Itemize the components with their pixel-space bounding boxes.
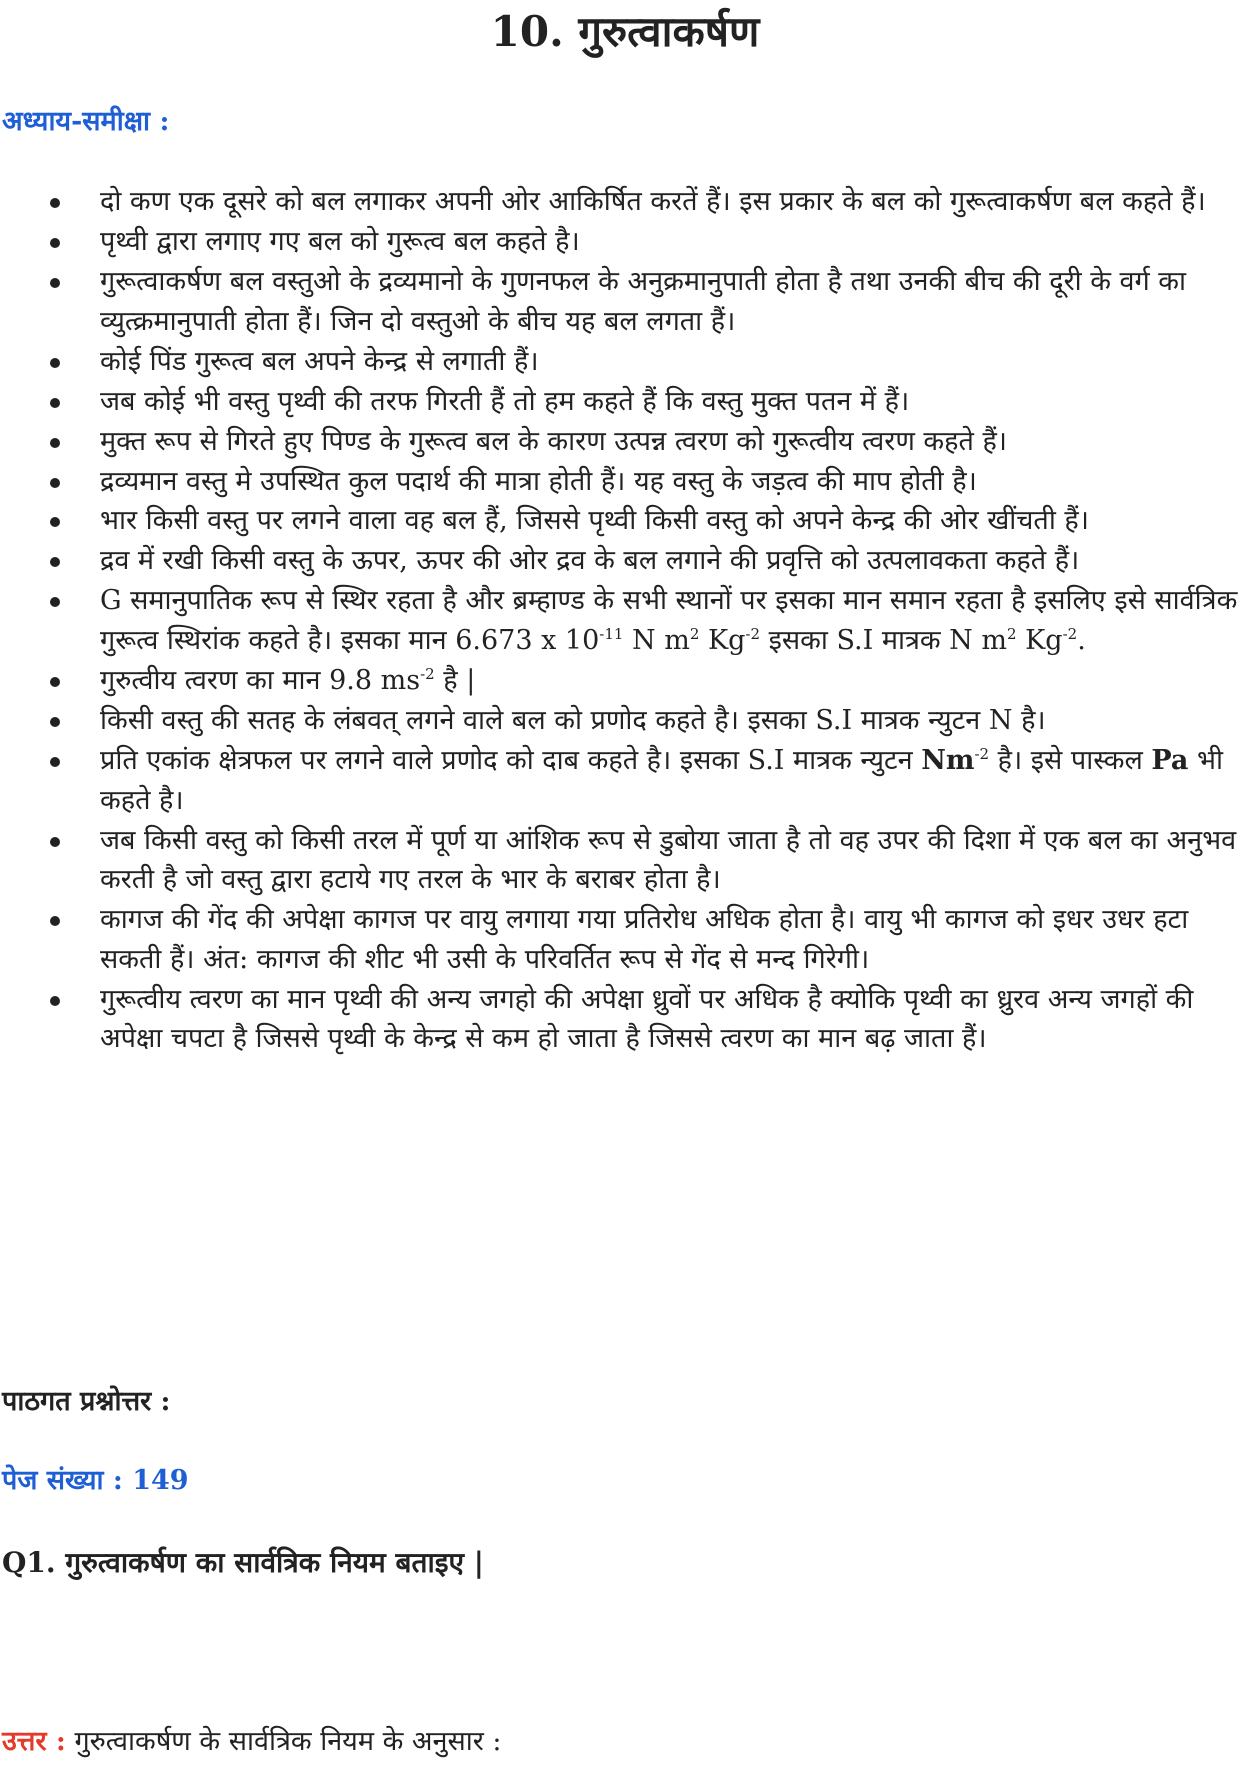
text-segment: G समानुपातिक रूप से स्थिर रहता है और ब्रम्हाण्ड के सभी स्थानों पर इसका मान समान रहता है इसलिए इसे सार्वत्रिक गुरूत्व स्थिरांक कहते है। इसका मान 6.673 x 10 bbox=[100, 585, 1238, 657]
list-item-acceleration-value bbox=[0, 661, 1250, 701]
answer-line bbox=[2, 1723, 501, 1761]
exponent: -11 bbox=[599, 625, 624, 644]
list-item bbox=[0, 182, 1250, 222]
textbook-qa-heading: पाठगत प्रश्नोत्तर : bbox=[2, 1386, 171, 1417]
bullet-icon bbox=[50, 278, 60, 288]
bullet-icon bbox=[50, 438, 60, 448]
list-item-text: दो कण एक दूसरे को बल लगाकर अपनी ओर आकिर्षित करतें हैं। इस प्रकार के बल को गुरूत्वाकर्षण बल कहते हैं। bbox=[100, 186, 1206, 217]
list-item-text: द्रव्यमान वस्तु मे उपस्थित कुल पदार्थ की मात्रा होती हैं। यह वस्तु के जड़त्व की माप होती है। bbox=[100, 465, 977, 497]
bullet-icon bbox=[50, 717, 60, 727]
text-segment: Kg bbox=[699, 625, 746, 657]
exponent: -2 bbox=[420, 665, 435, 684]
list-item-text: किसी वस्तु की सतह के लंबवत् लगने वाले बल को प्रणोद कहते है। इसका S.I मात्रक न्युटन N है। bbox=[100, 705, 1046, 737]
summary-list bbox=[0, 182, 1250, 1059]
list-item bbox=[0, 222, 1250, 262]
text-segment: प्रति एकांक क्षेत्रफल पर लगने वाले प्रणोद को दाब कहते है। इसका S.I मात्रक न्युटन bbox=[100, 745, 922, 776]
text-segment: है | bbox=[434, 665, 476, 697]
list-item-thrust bbox=[0, 701, 1250, 741]
list-item bbox=[0, 382, 1250, 422]
list-item-text: जब किसी वस्तु को किसी तरल में पूर्ण या आंशिक रूप से डुबोया जाता है तो वह उपर की दिशा में एक बल का अनुभव करती है जो वस्तु द्वारा हटाये गए तरल के भार के बराबर होता है। bbox=[100, 824, 1237, 896]
exponent: 2 bbox=[689, 625, 700, 644]
text-segment: इसका S.I मात्रक N m bbox=[760, 625, 1007, 657]
unit-symbol: Pa bbox=[1151, 745, 1189, 776]
text-segment: भी कहते है। bbox=[100, 745, 1223, 816]
exponent: 2 bbox=[1007, 625, 1017, 644]
list-item-gravitational-constant bbox=[0, 581, 1250, 660]
bullet-icon bbox=[50, 597, 60, 607]
exponent: -2 bbox=[1062, 625, 1078, 644]
bullet-icon bbox=[50, 517, 60, 527]
list-item bbox=[0, 462, 1250, 502]
text-segment: Kg bbox=[1016, 625, 1063, 657]
list-item-text: पृथ्वी द्वारा लगाए गए बल को गुरूत्व बल कहते है। bbox=[100, 225, 580, 257]
bullet-icon bbox=[50, 478, 60, 488]
bullet-icon bbox=[50, 398, 60, 408]
list-item-text: द्रव में रखी किसी वस्तु के ऊपर, ऊपर की ओर द्रव के बल लगाने की प्रवृत्ति को उत्पलावकता कहते हैं। bbox=[100, 545, 1080, 577]
bullet-icon bbox=[50, 198, 60, 208]
bullet-icon bbox=[50, 757, 60, 767]
bullet-icon bbox=[50, 916, 60, 926]
list-item bbox=[0, 422, 1250, 462]
bullet-icon bbox=[50, 557, 60, 567]
text-segment: N m bbox=[623, 625, 690, 657]
answer-label: उत्तर : bbox=[2, 1726, 66, 1757]
question-text: Q1. गुरुत्वाकर्षण का सार्वत्रिक नियम बताइए | bbox=[2, 1546, 484, 1579]
list-item bbox=[0, 541, 1250, 581]
list-item-text: जब कोई भी वस्तु पृथ्वी की तरफ गिरती हैं तो हम कहते हैं कि वस्तु मुक्त पतन में हैं। bbox=[100, 385, 910, 417]
bullet-icon bbox=[50, 837, 60, 847]
list-item bbox=[0, 262, 1250, 341]
list-item bbox=[0, 501, 1250, 541]
list-item bbox=[0, 980, 1250, 1059]
text-segment: है। इसे पास्कल bbox=[989, 745, 1152, 776]
list-item-text: भार किसी वस्तु पर लगने वाला वह बल हैं, जिससे पृथ्वी किसी वस्तु को अपने केन्द्र की ओर खींचती हैं। bbox=[100, 505, 1089, 537]
list-item-text: मुक्त रूप से गिरते हुए पिण्ड के गुरूत्व बल के कारण उत्पन्न त्वरण को गुरूत्वीय त्वरण कहते हैं। bbox=[100, 425, 1008, 457]
list-item bbox=[0, 821, 1250, 900]
list-item-text: गुरूत्वीय त्वरण का मान पृथ्वी की अन्य जगहो की अपेक्षा ध्रुवों पर अधिक है क्योकि पृथ्वी का ध्रुरव अन्य जगहों की अपेक्षा चपटा है जिससे पृथ्वी के केन्द्र से कम हो जाता है जिससे त्वरण का मान बढ़ जाता हैं। bbox=[100, 983, 1194, 1055]
list-item bbox=[0, 900, 1250, 979]
page-number-label: पेज संख्या : 149 bbox=[2, 1465, 189, 1496]
summary-heading: अध्याय-समीक्षा : bbox=[2, 106, 170, 137]
exponent: -2 bbox=[974, 745, 990, 763]
unit-symbol: Nm bbox=[921, 745, 975, 776]
bullet-icon bbox=[50, 238, 60, 248]
list-item bbox=[0, 342, 1250, 382]
list-item-text: कागज की गेंद की अपेक्षा कागज पर वायु लगाया गया प्रतिरोध अधिक होता है। वायु भी कागज को इधर उधर हटा सकती हैं। अंत: कागज की शीट भी उसी के परिवर्तित रूप से गेंद से मन्द गिरेगी। bbox=[100, 904, 1189, 975]
bullet-icon bbox=[50, 358, 60, 368]
bullet-icon bbox=[50, 677, 60, 687]
answer-text: गुरुत्वाकर्षण के सार्वत्रिक नियम के अनुसार : bbox=[65, 1726, 502, 1757]
chapter-title: 10. गुरुत्वाकर्षण bbox=[490, 7, 760, 56]
text-segment: . bbox=[1077, 625, 1086, 657]
list-item-pressure bbox=[0, 741, 1250, 820]
list-item-text: गुरूत्वाकर्षण बल वस्तुओ के द्रव्यमानो के गुणनफल के अनुक्रमानुपाती होता है तथा उनकी बीच की दूरी के वर्ग का व्युत्क्रमानुपाती होता हैं। जिन दो वस्तुओ के बीच यह बल लगता हैं। bbox=[100, 265, 1187, 337]
list-item-text: कोई पिंड गुरूत्व बल अपने केन्द्र से लगाती हैं। bbox=[100, 345, 539, 377]
exponent: -2 bbox=[745, 625, 761, 644]
bullet-icon bbox=[50, 996, 60, 1006]
text-segment: गुरुत्वीय त्वरण का मान 9.8 ms bbox=[100, 665, 421, 697]
